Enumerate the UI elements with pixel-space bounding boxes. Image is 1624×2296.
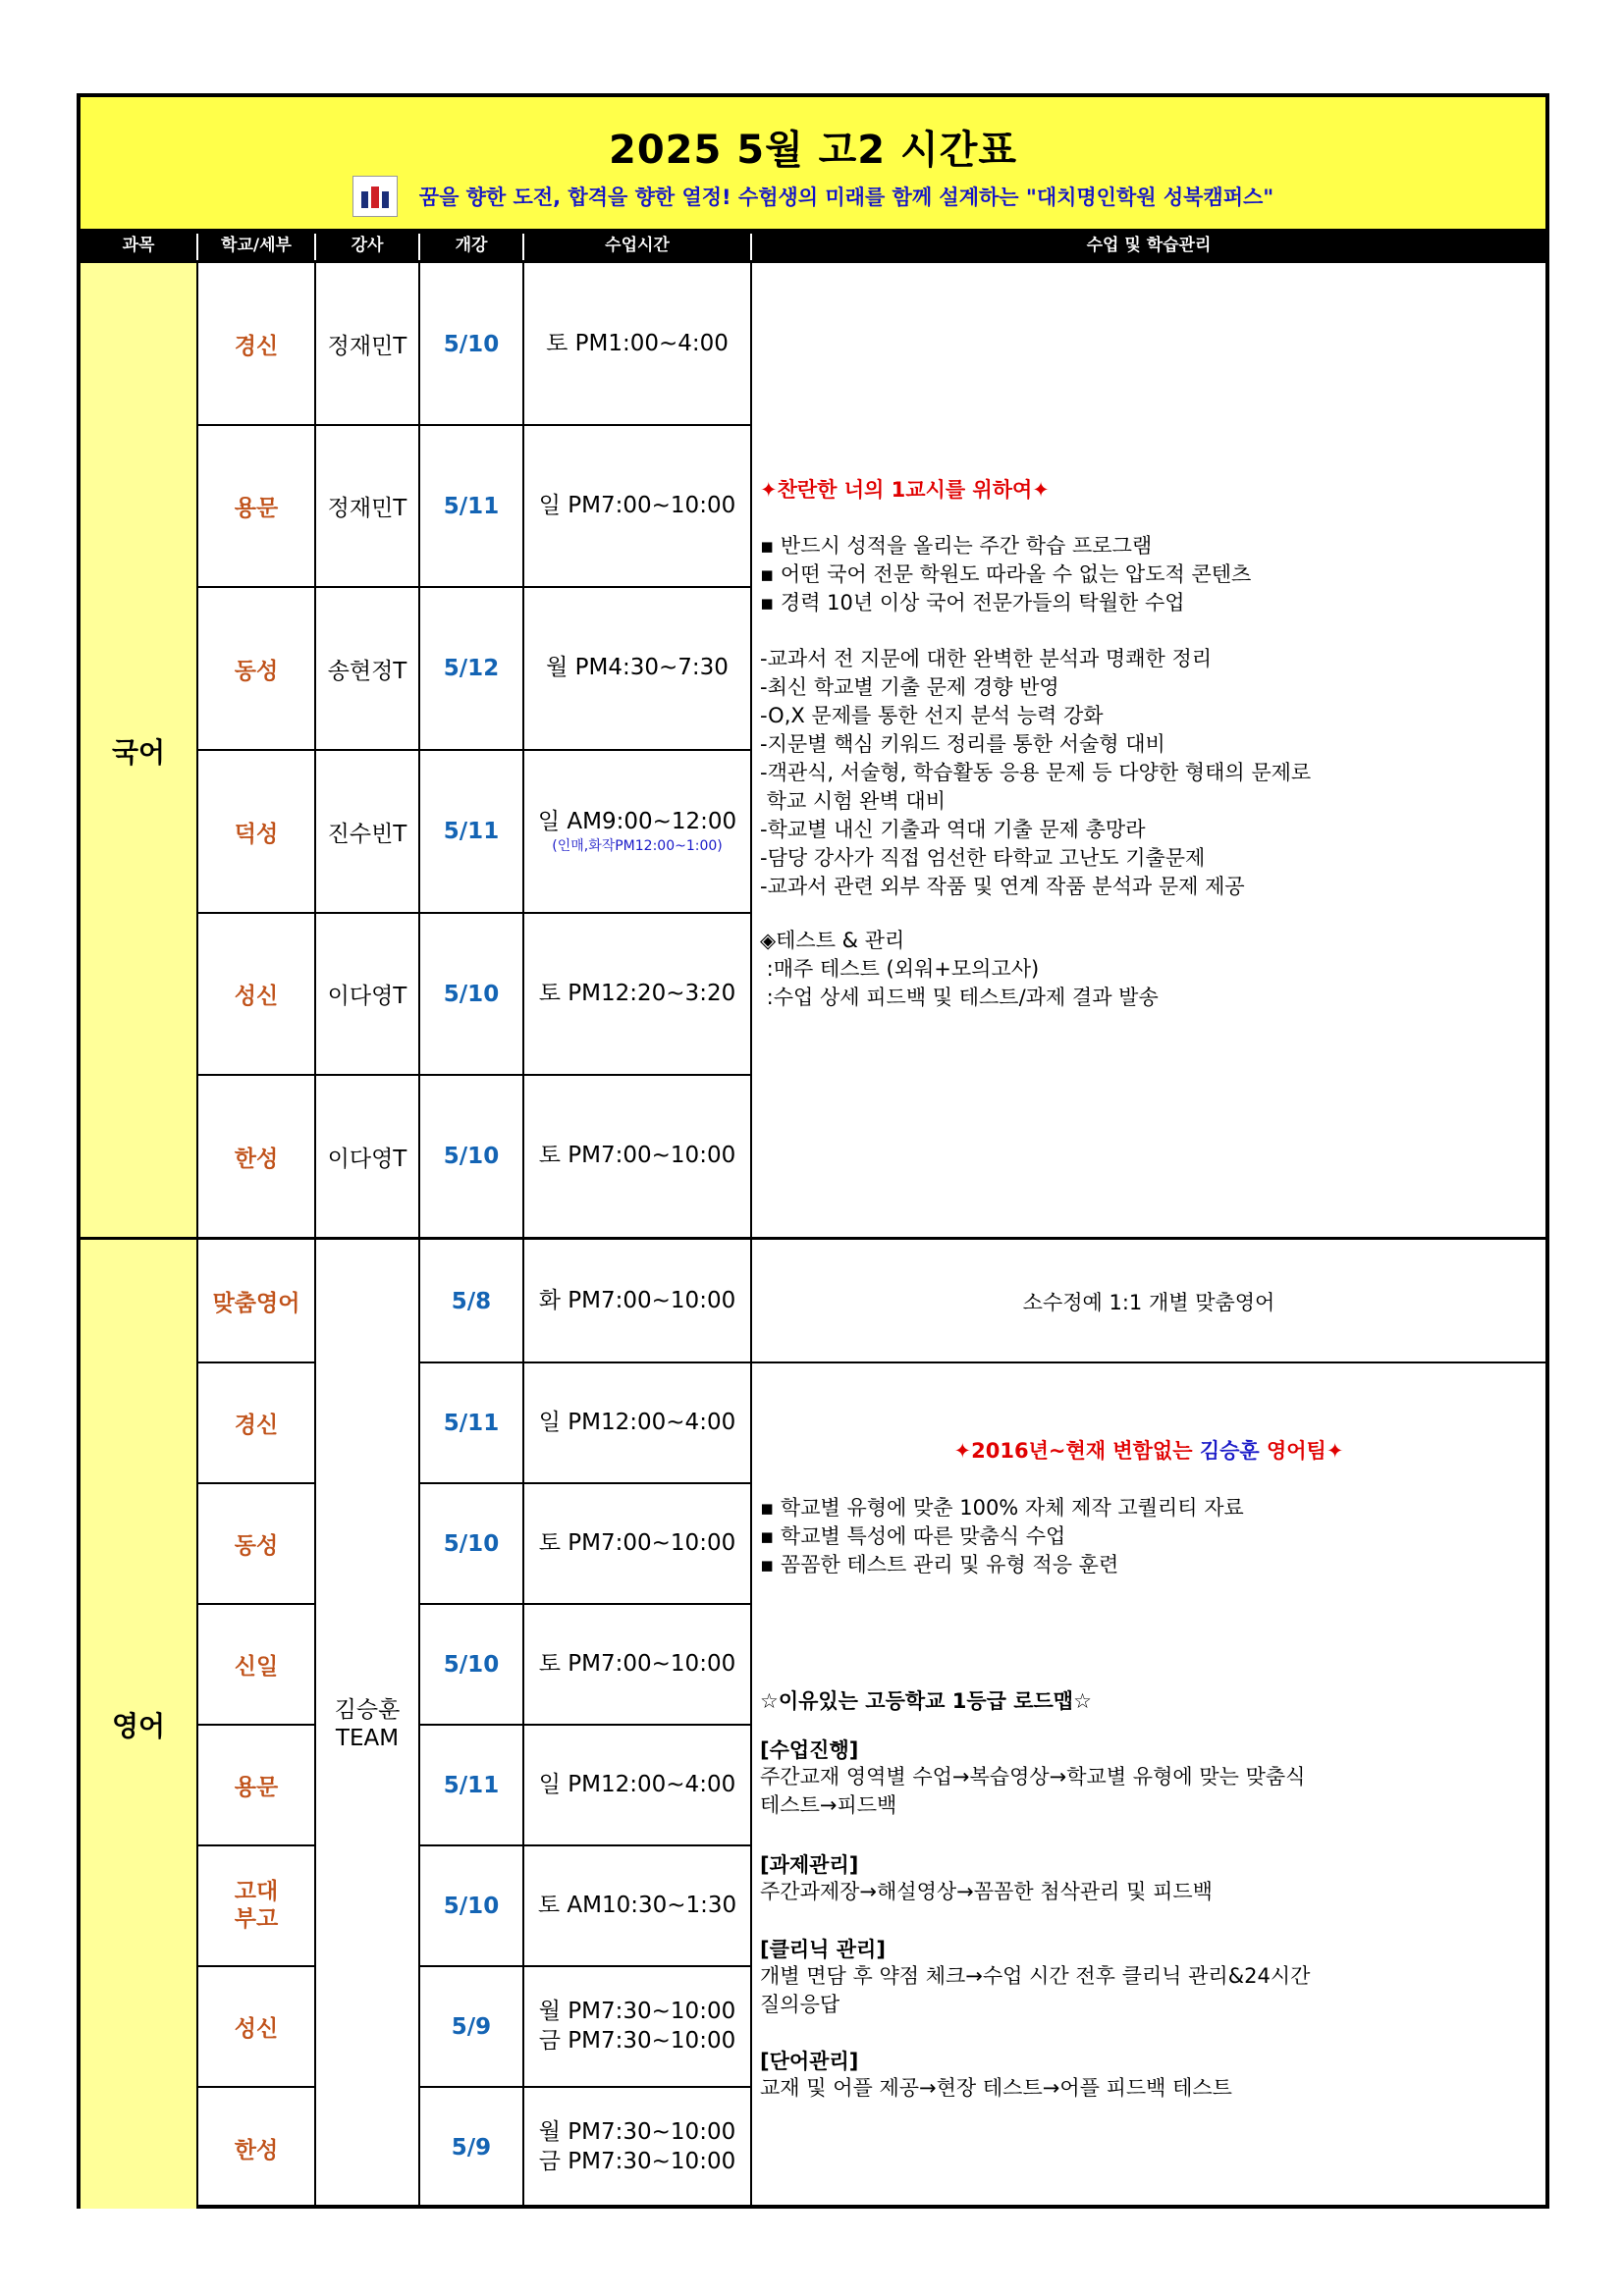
subject-english: 영어: [81, 1240, 196, 2209]
english-open-date-cell: 5/11: [443, 1772, 500, 1798]
korean-time-cell: 토 PM1:00~4:00: [546, 330, 729, 356]
korean-desc-line: -객관식, 서술형, 학습활동 응용 문제 등 다양한 형태의 문제로: [760, 761, 1312, 784]
english-time-cell: [524, 2087, 750, 2209]
grid-line: [196, 263, 198, 2209]
grid-line: [198, 2086, 314, 2088]
grid-line: [420, 1724, 750, 1726]
academy-logo-icon: [352, 176, 398, 217]
korean-open-date-cell: 5/10: [443, 1144, 500, 1169]
grid-line: [198, 1724, 314, 1726]
section-title: [수업진행]: [760, 1738, 859, 1762]
roadmap-heading: ☆이유있는 고등학교 1등급 로드맵☆: [760, 1689, 1092, 1713]
header: [81, 97, 1545, 229]
grid-line: [420, 1844, 750, 1846]
subject-korean: 국어: [81, 263, 196, 1238]
grid-line: [522, 263, 524, 2209]
grid-line: [198, 424, 750, 426]
korean-teacher-cell: 이다영T: [327, 1146, 407, 1172]
korean-desc-line: -O,X 문제를 통한 선지 분석 능력 강화: [760, 704, 1104, 727]
english-time-cell: 토 AM10:30~1:30: [537, 1892, 737, 1918]
korean-time-cell: 월 PM4:30~7:30: [546, 655, 729, 681]
korean-desc-line: 학교 시험 완벽 대비: [760, 789, 946, 813]
column-header-school: 학교/세부: [221, 236, 292, 255]
english-time-cell: 화 PM7:00~10:00: [538, 1287, 736, 1313]
korean-open-date-cell: 5/10: [443, 981, 500, 1007]
korean-desc-bullet: ▪ 반드시 성적을 올리는 주간 학습 프로그램: [760, 534, 1153, 558]
english-time-cell: 토 PM7:00~10:00: [538, 1529, 736, 1556]
grid-line: [418, 263, 420, 2209]
korean-school-cell: 한성: [234, 1146, 279, 1172]
class-time: 일 AM9:00~12:00: [537, 808, 737, 834]
grid-line: [198, 749, 750, 751]
grid-line: [198, 1074, 750, 1076]
grid-line: [198, 586, 750, 588]
column-header-open: 개강: [455, 236, 488, 255]
korean-school-cell: 용문: [234, 496, 279, 521]
korean-teacher-cell: 정재민T: [327, 496, 407, 521]
english-open-date-cell: 5/8: [451, 1288, 492, 1314]
english-custom-desc: 소수정예 1:1 개별 맞춤영어: [1022, 1290, 1275, 1314]
section-body: 교재 및 어플 제공→현장 테스트→어플 피드백 테스트: [760, 2076, 1232, 2100]
grid-line: [420, 1482, 750, 1484]
grid-line: [198, 1362, 314, 1363]
korean-desc-line: -학교별 내신 기출과 역대 기출 문제 총망라: [760, 818, 1146, 841]
korean-teacher-cell: 진수빈T: [327, 821, 407, 847]
korean-desc-bullet: ▪ 어떤 국어 전문 학원도 따라올 수 없는 압도적 콘텐츠: [760, 562, 1252, 586]
section-title: [과제관리]: [760, 1853, 859, 1877]
english-open-date-cell: 5/10: [443, 1530, 500, 1557]
column-header-row: [81, 229, 1545, 263]
korean-school-cell: 성신: [234, 984, 279, 1009]
korean-teacher-cell: 송현정T: [327, 658, 407, 684]
grid-line: [198, 1603, 314, 1605]
column-header-subject: 과목: [122, 236, 155, 255]
section-body: 주간과제장→해설영상→꼼꼼한 첨삭관리 및 피드백: [760, 1880, 1213, 1903]
english-school-cell: 용문: [234, 1775, 279, 1800]
korean-test-line: :매주 테스트 (외워+모의고사): [760, 957, 1040, 981]
subject-divider: [81, 1237, 1545, 1240]
class-time-second: 금 PM7:30~10:00: [538, 2027, 736, 2054]
korean-time-cell: 일 PM7:00~10:00: [538, 492, 736, 518]
english-desc-heading: ✦2016년~현재 변함없는 김승훈 영어팀✦: [953, 1439, 1344, 1463]
english-open-date-cell: 5/10: [443, 1651, 500, 1678]
korean-desc-heading: ✦찬란한 너의 1교시를 위하여✦: [760, 478, 1050, 502]
english-open-date-cell: 5/11: [443, 1410, 500, 1436]
grid-line: [750, 263, 752, 2209]
korean-school-cell: 경신: [234, 334, 279, 359]
korean-school-cell: 동성: [234, 658, 279, 684]
korean-desc-line: -교과서 관련 외부 작품 및 연계 작품 분석과 문제 제공: [760, 875, 1245, 898]
column-header-management: 수업 및 학습관리: [1086, 236, 1212, 255]
korean-teacher-cell: 정재민T: [327, 334, 407, 359]
grid-line: [198, 912, 750, 914]
korean-desc-bullet: ▪ 경력 10년 이상 국어 전문가들의 탁월한 수업: [760, 591, 1185, 614]
korean-open-date-cell: 5/12: [443, 656, 500, 681]
korean-test-line: :수업 상세 피드백 및 테스트/과제 결과 발송: [760, 986, 1159, 1009]
korean-desc-line: -최신 학교별 기출 문제 경향 반영: [760, 675, 1059, 699]
timetable-sheet: [77, 93, 1549, 2209]
korean-school-cell: 덕성: [234, 821, 279, 847]
section-title: [단어관리]: [760, 2050, 859, 2073]
class-time: 월 PM7:30~10:00: [538, 1998, 736, 2024]
column-header-time: 수업시간: [605, 236, 670, 255]
section-body: 주간교재 영역별 수업→복습영상→학교별 유형에 맞는 맞춤식 테스트→피드백: [760, 1765, 1306, 1817]
section-body: 개별 면담 후 약점 체크→수업 시간 전후 클리닉 관리&24시간 질의응답: [760, 1964, 1311, 2016]
subtitle: 꿈을 향한 도전, 합격을 향한 열정! 수험생의 미래를 함께 설계하는 "대치명인학원 성북캠퍼스": [418, 186, 1274, 209]
grid-line: [420, 1965, 750, 1967]
korean-open-date-cell: 5/11: [443, 819, 500, 844]
korean-time-cell: [524, 750, 750, 913]
english-open-date-cell: 5/9: [451, 2013, 492, 2040]
grid-line: [198, 1844, 314, 1846]
grid-line: [420, 1362, 1545, 1363]
page-title: 2025 5월 고2 시간표: [609, 128, 1017, 173]
korean-teacher-cell: 이다영T: [327, 984, 407, 1009]
english-time-cell: [524, 1966, 750, 2087]
english-teacher-cell: 김승훈 TEAM: [334, 1696, 401, 1751]
class-time-second: 금 PM7:30~10:00: [538, 2149, 736, 2174]
english-open-date-cell: 5/9: [451, 2135, 492, 2161]
section-title: [클리닉 관리]: [760, 1938, 886, 1961]
english-time-cell: 토 PM7:00~10:00: [538, 1650, 736, 1677]
korean-open-date-cell: 5/10: [443, 331, 500, 357]
english-time-cell: 일 PM12:00~4:00: [538, 1771, 736, 1797]
english-school-cell: 한성: [234, 2137, 279, 2163]
english-open-date-cell: 5/10: [443, 1893, 500, 1919]
english-school-cell: 동성: [234, 1533, 279, 1559]
english-desc-bullet: ▪ 학교별 특성에 따른 맞춤식 수업: [760, 1524, 1066, 1548]
korean-open-date-cell: 5/11: [443, 493, 500, 519]
grid-line: [198, 1965, 314, 1967]
english-time-cell: 일 PM12:00~4:00: [538, 1409, 736, 1435]
class-time: 월 PM7:30~10:00: [538, 2119, 736, 2146]
subtitle-row: [81, 176, 1545, 217]
column-header-teacher: 강사: [351, 236, 384, 255]
english-school-cell: 경신: [234, 1413, 279, 1438]
english-school-cell: 신일: [234, 1654, 279, 1680]
grid-line: [198, 1482, 314, 1484]
korean-test-heading: ◈테스트 & 관리: [760, 929, 905, 952]
english-school-cell: 고대 부고: [234, 1878, 279, 1932]
grid-line: [420, 2086, 750, 2088]
english-desc-bullet: ▪ 꼼꼼한 테스트 관리 및 유형 적응 훈련: [760, 1553, 1119, 1576]
korean-desc-line: -교과서 전 지문에 대한 완벽한 분석과 명쾌한 정리: [760, 647, 1213, 670]
grid-line: [314, 263, 316, 2209]
class-time-note: (인매,화작PM12:00~1:00): [552, 837, 723, 854]
english-school-cell: 맞춤영어: [212, 1291, 300, 1316]
korean-desc-line: -담당 강사가 직접 엄선한 타학교 고난도 기출문제: [760, 846, 1206, 870]
english-desc-bullet: ▪ 학교별 유형에 맞춘 100% 자체 제작 고퀄리티 자료: [760, 1496, 1244, 1520]
korean-desc-line: -지문별 핵심 키워드 정리를 통한 서술형 대비: [760, 732, 1165, 756]
english-school-cell: 성신: [234, 2016, 279, 2042]
korean-time-cell: 토 PM12:20~3:20: [538, 980, 736, 1006]
grid-line: [420, 1603, 750, 1605]
korean-time-cell: 토 PM7:00~10:00: [538, 1143, 736, 1169]
